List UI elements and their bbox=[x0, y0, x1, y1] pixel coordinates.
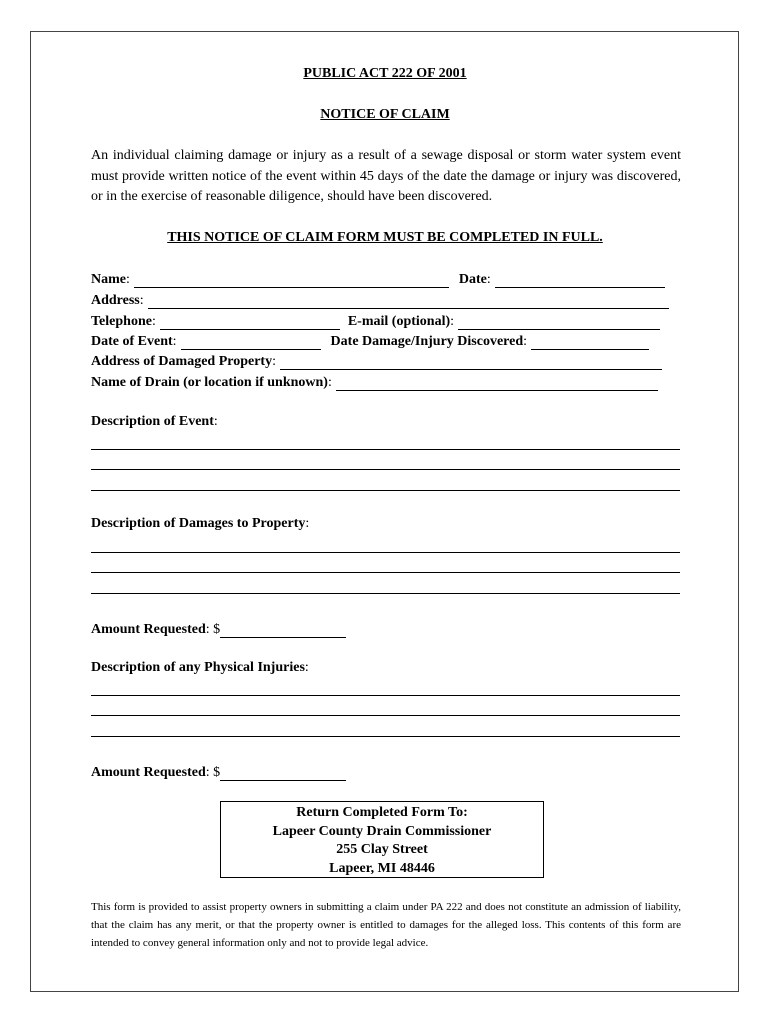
telephone-field[interactable] bbox=[160, 315, 340, 330]
instruction-heading: THIS NOTICE OF CLAIM FORM MUST BE COMPLETED IN FULL. bbox=[167, 230, 603, 245]
return-line-4: Lapeer, MI 48446 bbox=[329, 860, 435, 876]
drain-row: Name of Drain (or location if unknown) : bbox=[91, 371, 658, 391]
return-line-3: 255 Clay Street bbox=[336, 842, 428, 857]
description-injuries-line-1[interactable] bbox=[91, 695, 680, 696]
name-date-row: Name : Date : bbox=[91, 268, 665, 288]
description-injuries-line-2[interactable] bbox=[91, 715, 680, 716]
date-of-event-field[interactable] bbox=[181, 335, 321, 350]
amount-requested-label-2: Amount Requested bbox=[91, 765, 206, 780]
description-damages-line-1[interactable] bbox=[91, 552, 680, 553]
date-of-event-label: Date of Event bbox=[91, 334, 173, 349]
intro-paragraph: An individual claiming damage or injury as a result of a sewage disposal or storm water system event must provide written notice of the event within 45 days of the date the damage or injury was discovered, or in the exercise of reasonable diligence, should have been discovered. bbox=[91, 148, 681, 204]
amount-requested-row-1: Amount Requested : $ bbox=[91, 618, 346, 638]
description-damages-line-3[interactable] bbox=[91, 593, 680, 594]
address-field[interactable] bbox=[148, 294, 669, 309]
drain-field[interactable] bbox=[336, 376, 658, 391]
description-event-line-1[interactable] bbox=[91, 449, 680, 450]
name-label: Name bbox=[91, 272, 126, 287]
amount-requested-row-2: Amount Requested : $ bbox=[91, 761, 346, 781]
telephone-label: Telephone bbox=[91, 314, 152, 329]
email-label: E-mail (optional) bbox=[347, 314, 451, 329]
description-injuries-heading: Description of any Physical Injuries: bbox=[91, 660, 309, 675]
return-line-2: Lapeer County Drain Commissioner bbox=[272, 823, 492, 839]
damaged-property-row: Address of Damaged Property : bbox=[91, 350, 662, 370]
disclaimer-text: This form is provided to assist property owners in submitting a claim under PA 222 and does not constitute an admission of liability, that the claim has any merit, or that the property owner is entitled to damages for the alleged loss. This contents of this form are intended to convey general information only and not to provide legal advice. bbox=[91, 901, 681, 949]
event-dates-row: Date of Event : Date Damage/Injury Discovered : bbox=[91, 330, 649, 350]
email-field[interactable] bbox=[458, 315, 660, 330]
return-line-1: Return Completed Form To: bbox=[296, 805, 468, 820]
description-damages-line-2[interactable] bbox=[91, 572, 680, 573]
date-field[interactable] bbox=[495, 273, 665, 288]
description-event-line-2[interactable] bbox=[91, 469, 680, 470]
address-label: Address bbox=[91, 293, 140, 308]
damaged-property-field[interactable] bbox=[280, 355, 662, 370]
damaged-property-label: Address of Damaged Property bbox=[91, 354, 273, 369]
date-discovered-label: Date Damage/Injury Discovered bbox=[330, 334, 524, 349]
amount-requested-label-1: Amount Requested bbox=[91, 622, 206, 637]
act-title: PUBLIC ACT 222 OF 2001 bbox=[303, 66, 467, 81]
address-row: Address : bbox=[91, 289, 669, 309]
amount-requested-field-1[interactable] bbox=[220, 623, 346, 638]
description-injuries-line-3[interactable] bbox=[91, 736, 680, 737]
telephone-email-row: Telephone : E-mail (optional) : bbox=[91, 310, 660, 330]
description-event-heading: Description of Event: bbox=[91, 414, 218, 429]
amount-requested-field-2[interactable] bbox=[220, 766, 346, 781]
date-discovered-field[interactable] bbox=[531, 335, 649, 350]
description-event-line-3[interactable] bbox=[91, 490, 680, 491]
name-field[interactable] bbox=[134, 273, 449, 288]
drain-label: Name of Drain (or location if unknown) bbox=[91, 375, 328, 390]
notice-title: NOTICE OF CLAIM bbox=[320, 107, 450, 122]
return-address-box bbox=[220, 801, 544, 878]
date-label: Date bbox=[458, 272, 487, 287]
description-damages-heading: Description of Damages to Property: bbox=[91, 516, 310, 531]
